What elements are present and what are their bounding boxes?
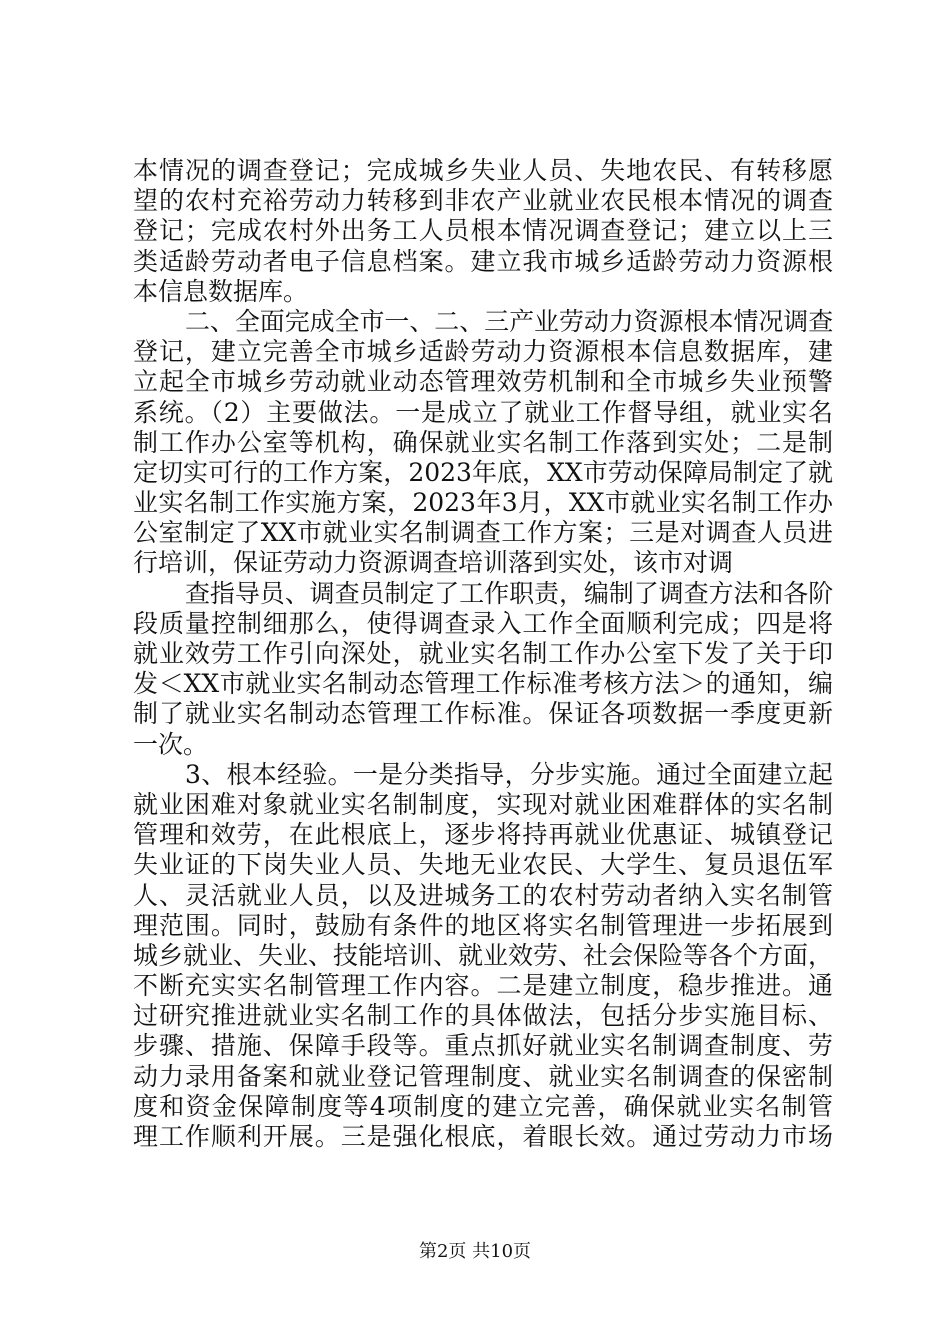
text-line: 业实名制工作实施方案，2023年3月，XX市就业实名制工作办 [133, 488, 833, 518]
page-number-label: 第2页 共10页 [418, 1241, 532, 1262]
text-line: 制了就业实名制动态管理工作标准。保证各项数据一季度更新 [133, 699, 833, 729]
text-line: 失业证的下岗失业人员、失地无业农民、大学生、复员退伍军 [133, 850, 833, 880]
text-line: 公室制定了XX市就业实名制调查工作方案；三是对调查人员进 [133, 518, 833, 548]
text-line: 本信息数据库。 [133, 276, 309, 306]
text-line: 发＜XX市就业实名制动态管理工作标准考核方法＞的通知，编 [133, 669, 833, 699]
text-line: 登记；完成农村外出务工人员根本情况调查登记；建立以上三 [133, 216, 833, 246]
page-footer [0, 1240, 950, 1264]
text-line: 本情况的调查登记；完成城乡失业人员、失地农民、有转移愿 [133, 156, 833, 185]
text-line: 登记，建立完善全市城乡适龄劳动力资源根本信息数据库，建 [133, 337, 833, 367]
text-line: 管理和效劳，在此根底上，逐步将持再就业优惠证、城镇登记 [133, 820, 833, 850]
text-line: 类适龄劳动者电子信息档案。建立我市城乡适龄劳动力资源根 [133, 246, 833, 276]
text-line: 步骤、措施、保障手段等。重点抓好就业实名制调查制度、劳 [133, 1031, 833, 1061]
text-line: 过研究推进就业实名制工作的具体做法，包括分步实施目标、 [133, 1001, 833, 1031]
body-text [133, 156, 833, 1152]
text-line: 人、灵活就业人员，以及进城务工的农村劳动者纳入实名制管 [133, 880, 833, 910]
paragraph-start-line: 查指导员、调查员制定了工作职责，编制了调查方法和各阶 [185, 578, 833, 608]
text-line: 理范围。同时，鼓励有条件的地区将实名制管理进一步拓展到 [133, 910, 833, 940]
text-line: 行培训，保证劳动力资源调查培训落到实处，该市对调 [133, 548, 734, 578]
text-line: 不断充实实名制管理工作内容。二是建立制度，稳步推进。通 [133, 971, 833, 1001]
text-line: 一次。 [133, 729, 209, 759]
paragraph-start-line: 二、全面完成全市一、二、三产业劳动力资源根本情况调查 [185, 306, 833, 336]
text-line: 城乡就业、失业、技能培训、就业效劳、社会保险等各个方面， [133, 940, 834, 970]
text-line: 制工作办公室等机构，确保就业实名制工作落到实处；二是制 [133, 427, 833, 457]
text-line: 就业困难对象就业实名制制度，实现对就业困难群体的实名制 [133, 789, 833, 819]
text-line: 段质量控制细那么，使得调查录入工作全面顺利完成；四是将 [133, 608, 833, 638]
text-line: 动力录用备案和就业登记管理制度、就业实名制调查的保密制 [133, 1061, 833, 1091]
text-line: 理工作顺利开展。三是强化根底，着眼长效。通过劳动力市场 [133, 1122, 833, 1151]
text-line: 望的农村充裕劳动力转移到非农产业就业农民根本情况的调查 [133, 186, 833, 216]
text-line: 定切实可行的工作方案，2023年底，XX市劳动保障局制定了就 [133, 457, 833, 487]
text-line: 度和资金保障制度等4项制度的建立完善，确保就业实名制管 [133, 1091, 833, 1121]
text-line: 系统。（2）主要做法。一是成立了就业工作督导组，就业实名 [133, 397, 833, 427]
text-line: 就业效劳工作引向深处，就业实名制工作办公室下发了关于印 [133, 639, 833, 668]
text-line: 立起全市城乡劳动就业动态管理效劳机制和全市城乡失业预警 [133, 367, 833, 397]
paragraph-start-line: 3、根本经验。一是分类指导，分步实施。通过全面建立起 [185, 759, 833, 789]
